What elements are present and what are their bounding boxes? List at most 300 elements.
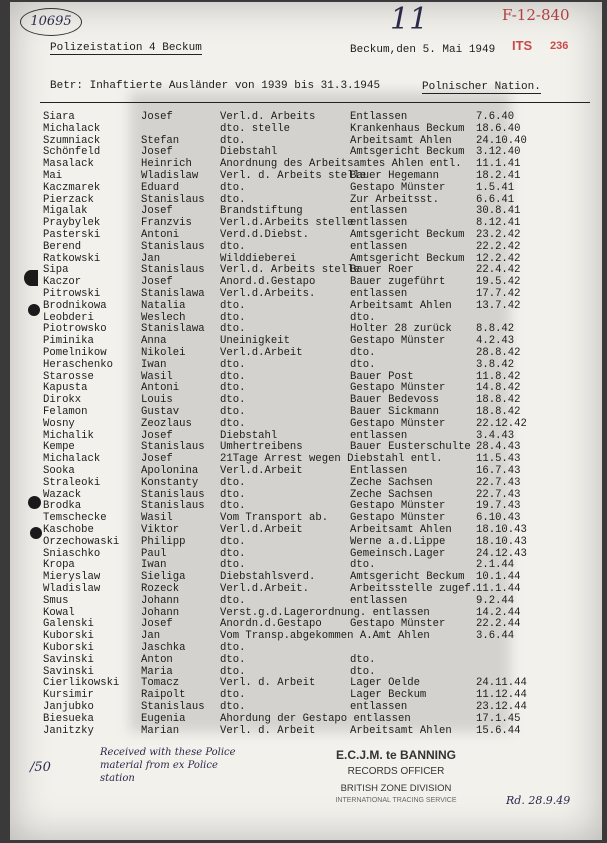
record-row xyxy=(10,618,602,630)
record-disposition: Bauer Sickmann xyxy=(350,406,440,418)
record-date: 18.8.42 xyxy=(476,394,521,407)
record-surname: Kaschobe xyxy=(43,524,94,536)
record-row xyxy=(10,406,602,418)
record-reason: dto. xyxy=(220,358,246,371)
record-first-name: Johann xyxy=(141,606,180,619)
record-surname: Felamon xyxy=(43,406,88,418)
record-disposition: dto. xyxy=(350,358,376,371)
record-row xyxy=(10,323,602,335)
record-surname: Kaczmarek xyxy=(43,181,101,194)
record-first-name: Josef xyxy=(141,618,173,631)
record-surname: Brodnikowa xyxy=(43,299,107,312)
record-surname: Migalak xyxy=(43,205,88,218)
record-disposition: Gestapo Münster xyxy=(350,500,446,513)
punch-hole xyxy=(24,270,38,286)
record-disposition: Lager Beckum xyxy=(350,689,427,702)
record-surname: Kursimir xyxy=(43,689,94,702)
record-surname: Masalack xyxy=(43,158,94,171)
record-first-name: Franzvis xyxy=(141,217,192,230)
record-disposition: Werne a.d.Lippe xyxy=(350,535,446,548)
record-date: 9.2.44 xyxy=(476,594,515,607)
stamp-name: E.C.J.M. te BANNING xyxy=(335,748,456,762)
page-mark: /50 xyxy=(30,760,51,775)
record-surname: Sooka xyxy=(43,465,75,477)
record-first-name: Stanislaus xyxy=(141,264,205,277)
record-surname: Kowal xyxy=(43,606,75,619)
record-date: 10.1.44 xyxy=(476,571,521,584)
record-row xyxy=(10,418,602,430)
record-first-name: Stanislaus xyxy=(141,488,205,501)
record-surname: Michalack xyxy=(43,453,101,466)
record-row xyxy=(10,276,602,288)
record-surname: Straleoki xyxy=(43,476,101,489)
punch-hole xyxy=(30,527,42,539)
record-surname: Smus xyxy=(43,594,69,607)
punch-hole xyxy=(28,496,41,509)
record-date: 28.4.43 xyxy=(476,441,521,454)
record-reason: dto. xyxy=(220,559,246,572)
record-reason: Verl.d. Arbeits stelle xyxy=(220,264,360,277)
record-row xyxy=(10,489,602,501)
record-disposition: Bauer Eusterschulte xyxy=(350,441,471,454)
record-first-name: Maria xyxy=(141,665,173,678)
record-first-name: Tomacz xyxy=(141,677,180,690)
record-first-name: Wasil xyxy=(141,370,173,383)
record-disposition: Bauer zugeführt xyxy=(350,276,446,289)
record-reason: Verl.d. Arbeits xyxy=(220,111,316,123)
record-reason: dto. xyxy=(220,394,246,407)
record-surname: Berend xyxy=(43,240,82,253)
record-disposition: entlassen xyxy=(350,429,408,442)
record-row xyxy=(10,288,602,300)
record-first-name: Nikolei xyxy=(141,347,186,359)
note-line-3: station xyxy=(100,773,135,784)
record-row xyxy=(10,300,602,312)
record-reason: Diebstahl xyxy=(220,429,278,442)
record-surname: Michalik xyxy=(43,429,94,442)
record-row xyxy=(10,713,602,725)
record-surname: Michalack xyxy=(43,122,101,135)
record-surname: Pomelnikow xyxy=(43,347,107,359)
roman-numeral: 11 xyxy=(390,2,429,37)
record-reason: dto. xyxy=(220,299,246,312)
record-surname: Kuborski xyxy=(43,642,94,654)
record-first-name: Jan xyxy=(141,630,161,643)
record-first-name: Antoni xyxy=(141,382,180,395)
record-reason: Diebstahlsverd. xyxy=(220,571,316,584)
record-row xyxy=(10,394,602,406)
record-row xyxy=(10,123,602,135)
record-reason: dto. xyxy=(220,417,246,430)
handwritten-note xyxy=(100,746,236,785)
record-disposition: entlassen xyxy=(350,205,408,218)
record-date: 22.4.42 xyxy=(476,264,521,277)
records-officer-stamp xyxy=(306,748,486,804)
record-date: 8.8.42 xyxy=(476,323,515,336)
record-row xyxy=(10,595,602,607)
record-first-name: Iwan xyxy=(141,559,167,572)
record-surname: Pasterski xyxy=(43,229,101,241)
record-first-name: Raipolt xyxy=(141,689,186,702)
record-first-name: Eugenia xyxy=(141,712,186,725)
record-date: 11.12.44 xyxy=(476,689,527,702)
record-date: 19.5.42 xyxy=(476,276,521,289)
record-reason: Verl.d.Arbeit. xyxy=(220,583,310,595)
record-row xyxy=(10,548,602,560)
note-line-1: Received with these Police xyxy=(100,747,236,758)
record-first-name: Johann xyxy=(141,594,180,607)
record-disposition: entlassen xyxy=(350,240,408,253)
record-row xyxy=(10,453,602,465)
record-row xyxy=(10,371,602,383)
record-date: 22.2.44 xyxy=(476,618,521,631)
record-surname: Janjubko xyxy=(43,701,94,713)
punch-hole xyxy=(28,304,40,316)
record-surname: Pitrowski xyxy=(43,288,101,300)
station-title: Polizeistation 4 Beckum xyxy=(50,42,202,54)
record-surname: Mieryslaw xyxy=(43,571,101,584)
record-surname: Savinski xyxy=(43,665,94,678)
record-surname: Starosse xyxy=(43,370,94,383)
record-surname: Ratkowski xyxy=(43,252,101,265)
record-disposition: dto. xyxy=(350,559,376,572)
record-first-name: Stanislawa xyxy=(141,288,205,300)
record-surname: Sipa xyxy=(43,264,69,277)
record-date: 7.6.40 xyxy=(476,111,515,123)
record-first-name: Anna xyxy=(141,335,167,348)
record-date: 28.8.42 xyxy=(476,347,521,359)
record-row xyxy=(10,146,602,158)
record-reason: Verl. d. Arbeit xyxy=(220,724,316,737)
record-reason: Verl.d.Arbeits. xyxy=(220,288,316,300)
record-row xyxy=(10,654,602,666)
record-row xyxy=(10,583,602,595)
record-date: 11.1.41 xyxy=(476,158,521,171)
record-reason: Vom Transport ab. xyxy=(220,512,329,525)
note-line-2: material from ex Police xyxy=(100,760,218,771)
record-reason: dto. xyxy=(220,311,246,324)
record-surname: Brodka xyxy=(43,500,82,513)
record-reason: Anordnung des Arbeitsamtes Ahlen entl. xyxy=(220,158,462,171)
record-first-name: Josef xyxy=(141,205,173,218)
record-surname: Temschecke xyxy=(43,512,107,525)
record-date: 18.10.43 xyxy=(476,535,527,548)
record-first-name: Apolonina xyxy=(141,465,199,477)
record-disposition: Gestapo Münster xyxy=(350,417,446,430)
record-date: 15.6.44 xyxy=(476,724,521,737)
record-row xyxy=(10,559,602,571)
record-disposition: Bauer Post xyxy=(350,370,414,383)
record-disposition: Arbeitsamt Ahlen xyxy=(350,299,452,312)
record-date: 22.7.43 xyxy=(476,488,521,501)
record-surname: Kropa xyxy=(43,559,75,572)
record-reason: Anord.d.Gestapo xyxy=(220,276,316,289)
record-row xyxy=(10,335,602,347)
record-surname: Siara xyxy=(43,111,75,123)
record-date: 2.1.44 xyxy=(476,559,515,572)
record-date: 22.2.42 xyxy=(476,240,521,253)
stamp-sub: INTERNATIONAL TRACING SERVICE xyxy=(335,797,457,804)
record-disposition: dto. xyxy=(350,347,376,359)
record-disposition: Gestapo Münster xyxy=(350,335,446,348)
record-surname: Kaczor xyxy=(43,276,82,289)
record-surname: Wazack xyxy=(43,488,82,501)
record-first-name: Josef xyxy=(141,146,173,159)
record-disposition: Arbeitsamt Ahlen xyxy=(350,134,452,147)
record-row xyxy=(10,725,602,737)
record-first-name: Natalia xyxy=(141,299,186,312)
record-row xyxy=(10,359,602,371)
record-row xyxy=(10,512,602,524)
record-first-name: Eduard xyxy=(141,181,180,194)
record-surname: Schönfeld xyxy=(43,146,101,159)
record-reason: dto. xyxy=(220,181,246,194)
record-row xyxy=(10,630,602,642)
record-disposition: entlassen xyxy=(350,217,408,230)
record-date: 19.7.43 xyxy=(476,500,521,513)
record-first-name: Stefan xyxy=(141,134,180,147)
record-date: 8.12.41 xyxy=(476,217,521,230)
record-reason: Anordn.d.Gestapo xyxy=(220,618,322,631)
record-row xyxy=(10,441,602,453)
record-reason: Verd.d.Diebst. xyxy=(220,229,310,241)
record-reason: Uneinigkeit xyxy=(220,335,290,348)
record-first-name: Sieliga xyxy=(141,571,186,584)
record-surname: Mai xyxy=(43,170,63,182)
record-reason: dto. xyxy=(220,642,246,654)
record-first-name: Marian xyxy=(141,724,180,737)
record-date: 18.10.43 xyxy=(476,524,527,536)
record-row xyxy=(10,241,602,253)
record-date: 24.11.44 xyxy=(476,677,527,690)
header-rule xyxy=(40,102,590,103)
record-reason: dto. xyxy=(220,134,246,147)
record-reason: dto. xyxy=(220,665,246,678)
record-reason: dto. xyxy=(220,547,246,560)
record-date: 24.12.43 xyxy=(476,547,527,560)
record-first-name: Josef xyxy=(141,429,173,442)
record-row xyxy=(10,571,602,583)
record-surname: Wosny xyxy=(43,417,75,430)
record-first-name: Jaschka xyxy=(141,642,186,654)
record-disposition: Zeche Sachsen xyxy=(350,488,433,501)
record-disposition: Bauer Bedevoss xyxy=(350,394,440,407)
record-first-name: Stanislaus xyxy=(141,193,205,206)
record-first-name: Josef xyxy=(141,276,173,289)
record-surname: Pierzack xyxy=(43,193,94,206)
record-disposition: Gestapo Münster xyxy=(350,181,446,194)
record-row xyxy=(10,158,602,170)
record-disposition: Amtsgericht Beckum xyxy=(350,146,465,159)
record-row xyxy=(10,264,602,276)
record-disposition: Amtsgericht Beckum xyxy=(350,252,465,265)
record-first-name: Stanislaus xyxy=(141,441,205,454)
record-date: 1.5.41 xyxy=(476,181,515,194)
record-disposition: Entlassen xyxy=(350,111,408,123)
record-date: 14.8.42 xyxy=(476,382,521,395)
record-date: 6.10.43 xyxy=(476,512,521,525)
record-reason: Verl.d.Arbeit xyxy=(220,347,303,359)
record-surname: Szumniack xyxy=(43,134,101,147)
record-disposition: Arbeitsamt Ahlen xyxy=(350,524,452,536)
record-date: 22.7.43 xyxy=(476,476,521,489)
record-disposition: Amtsgericht Beckum xyxy=(350,229,465,241)
record-date: 30.8.41 xyxy=(476,205,521,218)
record-surname: Sniaschko xyxy=(43,547,101,560)
record-first-name: Gustav xyxy=(141,406,180,418)
record-row xyxy=(10,194,602,206)
record-date: 23.12.44 xyxy=(476,701,527,713)
record-first-name: Paul xyxy=(141,547,167,560)
reference-stamp: F-12-840 xyxy=(502,6,570,24)
stamp-title: RECORDS OFFICER xyxy=(347,766,445,777)
place-date: Beckum,den 5. Mai 1949 xyxy=(350,44,496,56)
its-number: 236 xyxy=(550,40,569,52)
record-first-name: Philipp xyxy=(141,535,186,548)
record-row xyxy=(10,182,602,194)
record-disposition: Zur Arbeitsst. xyxy=(350,193,440,206)
record-reason: Verl.d.Arbeit xyxy=(220,524,303,536)
its-stamp: ITS xyxy=(512,38,533,53)
record-row xyxy=(10,524,602,536)
record-first-name: Josef xyxy=(141,111,173,123)
record-row xyxy=(10,477,602,489)
file-number: 10695 xyxy=(20,8,82,36)
record-surname: Janitzky xyxy=(43,724,94,737)
record-row xyxy=(10,205,602,217)
record-date: 3.6.44 xyxy=(476,630,515,643)
record-disposition: Lager Oelde xyxy=(350,677,420,690)
record-first-name: Heinrich xyxy=(141,158,192,171)
record-surname: Biesueka xyxy=(43,712,94,725)
subject-line: Betr: Inhaftierte Ausländer von 1939 bis 31.3.1945 xyxy=(50,80,381,92)
record-first-name: Josef xyxy=(141,453,173,466)
record-first-name: Stanislaus xyxy=(141,500,205,513)
record-date: 24.10.40 xyxy=(476,134,527,147)
record-first-name: Anton xyxy=(141,653,173,666)
record-reason: Verl. d. Arbeit xyxy=(220,677,316,690)
record-surname: Orzechowaski xyxy=(43,535,120,548)
record-date: 16.7.43 xyxy=(476,465,521,477)
record-date: 3.12.40 xyxy=(476,146,521,159)
record-surname: Kapusta xyxy=(43,382,88,395)
record-disposition: Gemeinsch.Lager xyxy=(350,547,446,560)
record-first-name: Stanislaus xyxy=(141,240,205,253)
record-row xyxy=(10,607,602,619)
record-disposition: Gestapo Münster xyxy=(350,382,446,395)
record-reason: dto. xyxy=(220,653,246,666)
record-reason: Verl.d.Arbeit xyxy=(220,465,303,477)
record-disposition: Amtsgericht Beckum xyxy=(350,571,465,584)
record-row xyxy=(10,642,602,654)
stamp-zone: BRITISH ZONE DIVISION xyxy=(340,783,452,794)
record-date: 11.5.43 xyxy=(476,453,521,466)
record-reason: dto. xyxy=(220,594,246,607)
record-surname: Piotrowsko xyxy=(43,323,107,336)
record-first-name: Weslech xyxy=(141,311,186,324)
record-row xyxy=(10,500,602,512)
record-reason: dto. xyxy=(220,500,246,513)
record-disposition: Gestapo Münster xyxy=(350,512,446,525)
record-reason: 21Tage Arrest wegen Diebstahl entl. xyxy=(220,453,443,466)
record-first-name: Wasil xyxy=(141,512,173,525)
record-disposition: Krankenhaus Beckum xyxy=(350,122,465,135)
record-surname: Piminika xyxy=(43,335,94,348)
record-disposition: entlassen xyxy=(350,288,408,300)
record-disposition: dto. xyxy=(350,311,376,324)
record-row xyxy=(10,111,602,123)
record-reason: Verst.g.d.Lagerordnung. entlassen xyxy=(220,606,430,619)
record-surname: Wladislaw xyxy=(43,583,101,595)
record-date: 11.1.44 xyxy=(476,583,521,595)
record-first-name: Viktor xyxy=(141,524,180,536)
record-first-name: Antoni xyxy=(141,229,180,241)
handwritten-date: Rd. 28.9.49 xyxy=(506,794,571,807)
record-surname: Heraschenko xyxy=(43,358,113,371)
record-date: 23.2.42 xyxy=(476,229,521,241)
record-reason: Verl. d. Arbeits stelle xyxy=(220,170,367,182)
record-disposition: Arbeitsamt Ahlen xyxy=(350,724,452,737)
record-reason: Wilddieberei xyxy=(220,252,297,265)
record-row xyxy=(10,312,602,324)
record-reason: dto. stelle xyxy=(220,122,290,135)
record-row xyxy=(10,677,602,689)
record-date: 13.7.42 xyxy=(476,299,521,312)
record-disposition: entlassen xyxy=(350,701,408,713)
record-row xyxy=(10,217,602,229)
record-disposition: Zeche Sachsen xyxy=(350,476,433,489)
record-disposition: Entlassen xyxy=(350,465,408,477)
record-surname: Galenski xyxy=(43,618,94,631)
record-surname: Dirokx xyxy=(43,394,82,407)
record-disposition: Bauer Roer xyxy=(350,264,414,277)
record-row xyxy=(10,382,602,394)
record-reason: Vom Transp.abgekommen A.Amt Ahlen xyxy=(220,630,430,643)
record-date: 22.12.42 xyxy=(476,417,527,430)
record-reason: dto. xyxy=(220,701,246,713)
record-surname: Kempe xyxy=(43,441,75,454)
record-date: 14.2.44 xyxy=(476,606,521,619)
record-row xyxy=(10,170,602,182)
record-first-name: Jan xyxy=(141,252,161,265)
record-row xyxy=(10,701,602,713)
record-reason: Brandstiftung xyxy=(220,205,303,218)
record-row xyxy=(10,666,602,678)
record-disposition: dto. xyxy=(350,653,376,666)
record-disposition: Bauer Hegemann xyxy=(350,170,440,182)
record-disposition: Gestapo Münster xyxy=(350,618,446,631)
record-row xyxy=(10,229,602,241)
record-first-name: Rozeck xyxy=(141,583,180,595)
record-reason: Diebstahl xyxy=(220,146,278,159)
record-first-name: Konstanty xyxy=(141,476,199,489)
record-date: 18.6.40 xyxy=(476,122,521,135)
record-date: 18.8.42 xyxy=(476,406,521,418)
record-reason: dto. xyxy=(220,323,246,336)
record-surname: Leobderi xyxy=(43,311,94,324)
record-date: 4.2.43 xyxy=(476,335,515,348)
record-reason: dto. xyxy=(220,488,246,501)
record-date: 12.2.42 xyxy=(476,252,521,265)
record-surname: Praybylek xyxy=(43,217,101,230)
record-reason: Ahordung der Gestapo entlassen xyxy=(220,712,411,725)
record-reason: dto. xyxy=(220,382,246,395)
record-disposition: entlassen xyxy=(350,594,408,607)
record-first-name: Stanislaus xyxy=(141,701,205,713)
record-reason: dto. xyxy=(220,406,246,418)
record-reason: dto. xyxy=(220,476,246,489)
record-date: 11.8.42 xyxy=(476,370,521,383)
